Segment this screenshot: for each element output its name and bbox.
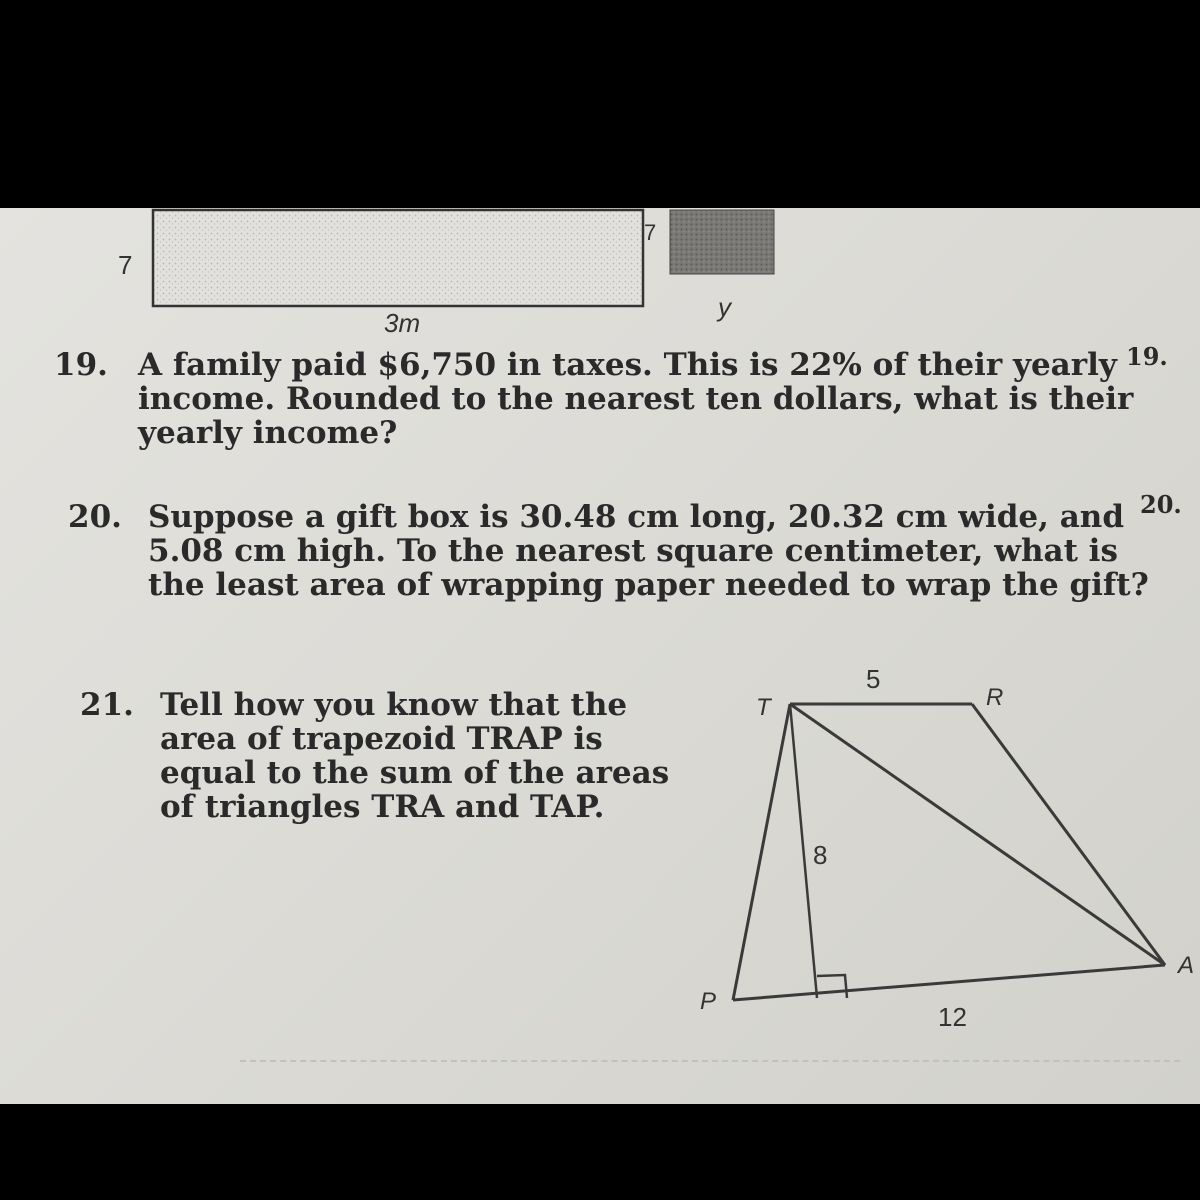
question-line: yearly income? xyxy=(138,415,398,451)
trapezoid-trap xyxy=(733,704,1165,1000)
rectangle-height-label: 7 xyxy=(118,250,133,280)
question-line: 5.08 cm high. To the nearest square centimeter, what is xyxy=(148,533,1118,569)
question-number: 21. xyxy=(80,687,134,723)
question-line: A family paid $6,750 in taxes. This is 22% of their yearly xyxy=(138,347,1117,383)
worksheet-page xyxy=(0,208,1200,1104)
side-ra xyxy=(972,704,1165,965)
vertex-p-label: P xyxy=(700,988,717,1015)
question-21 xyxy=(80,687,670,825)
question-line: Tell how you know that the xyxy=(160,687,628,723)
diagonal-ta xyxy=(790,704,1165,965)
top-base-label: 5 xyxy=(866,664,881,694)
right-angle-marker xyxy=(817,975,847,998)
square-side-label: y xyxy=(718,292,731,322)
rectangle-width-label: 3m xyxy=(384,308,421,338)
question-number: 19. xyxy=(54,347,108,383)
rectangle-side-label: 7 xyxy=(644,220,657,245)
bottom-base-label: 12 xyxy=(938,1002,967,1032)
geometry-figures xyxy=(0,208,1200,1104)
square-y xyxy=(670,210,774,274)
rectangle-3m-by-7 xyxy=(153,210,643,306)
side-ap xyxy=(733,965,1165,1000)
question-line: of triangles TRA and TAP. xyxy=(160,789,605,825)
question-line: income. Rounded to the nearest ten dollars, what is their xyxy=(138,381,1134,417)
side-pt xyxy=(733,704,790,1000)
question-number: 20. xyxy=(68,499,122,535)
answer-label-20: 20. xyxy=(1140,490,1182,519)
question-20 xyxy=(68,499,1149,603)
question-line: area of trapezoid TRAP is xyxy=(160,721,603,757)
vertex-t-label: T xyxy=(756,694,771,721)
vertex-a-label: A xyxy=(1178,952,1195,979)
question-line: the least area of wrapping paper needed to wrap the gift? xyxy=(148,567,1149,603)
faint-dashed-line xyxy=(240,1060,1180,1062)
height-label: 8 xyxy=(813,840,828,870)
question-19 xyxy=(54,347,1134,451)
question-line: Suppose a gift box is 30.48 cm long, 20.32 cm wide, and xyxy=(148,499,1125,535)
question-line: equal to the sum of the areas xyxy=(160,755,670,791)
answer-label-19: 19. xyxy=(1126,342,1168,371)
vertex-r-label: R xyxy=(986,684,1004,711)
